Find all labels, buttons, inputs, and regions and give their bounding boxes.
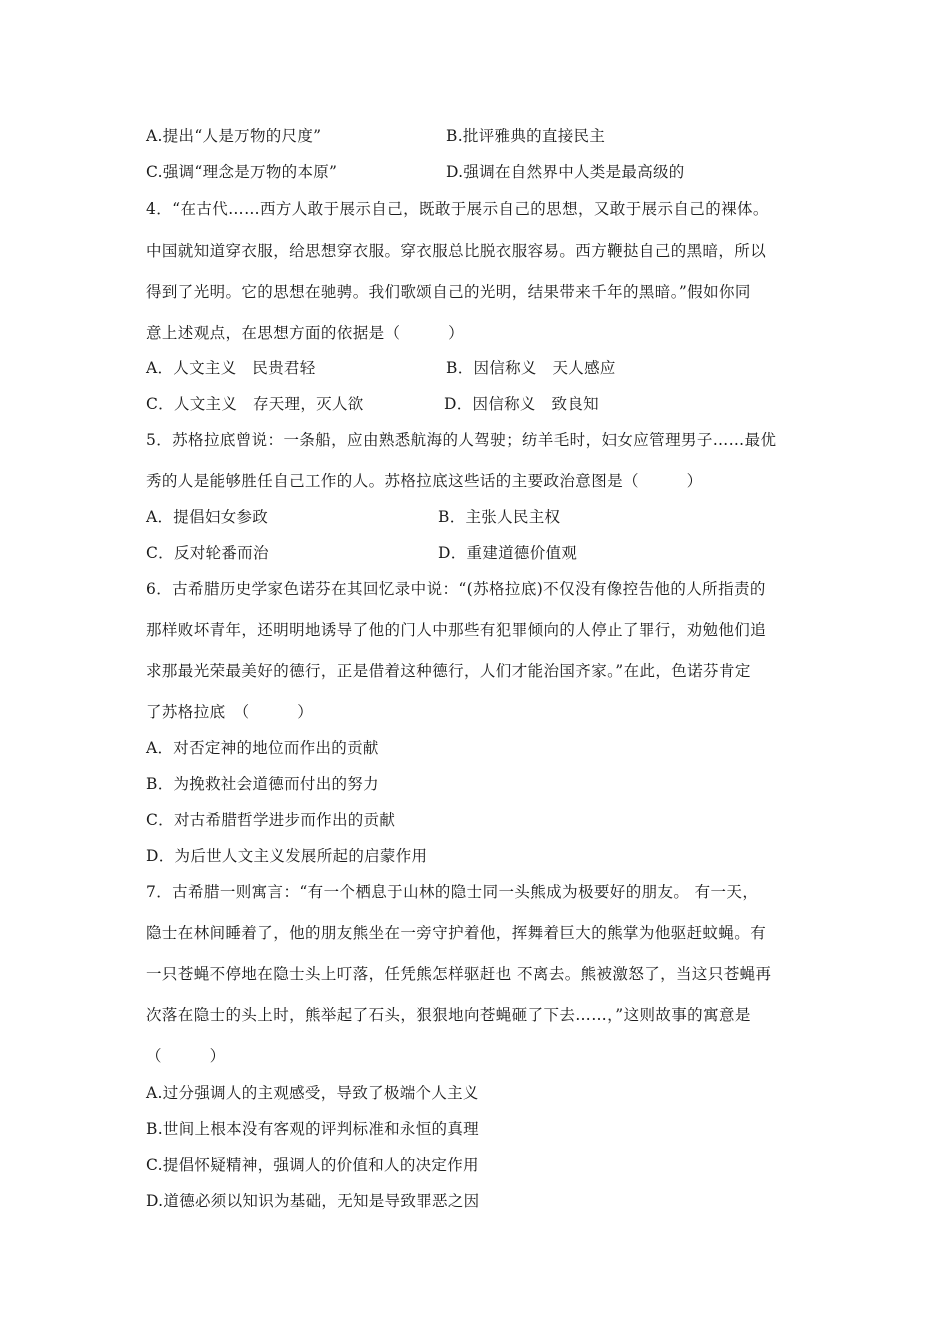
q6-stem-line: 那样败坏青年，还明明地诱导了他的门人中那些有犯罪倾向的人停止了罪行，劝勉他们追 xyxy=(146,621,767,639)
q7-option-d: D.道德必须以知识为基础，无知是导致罪恶之因 xyxy=(146,1192,480,1210)
q4-stem-line: 得到了光明。它的思想在驰骋。我们歌颂自己的光明，结果带来千年的黑暗。”假如你同 xyxy=(146,283,751,301)
q7-stem-line: 7．古希腊一则寓言：“有一个栖息于山林的隐士同一头熊成为极要好的朋友。 有一天， xyxy=(146,883,759,901)
q5-option-a: A．提倡妇女参政 xyxy=(146,508,269,526)
q7-option-a: A.过分强调人的主观感受，导致了极端个人主义 xyxy=(146,1084,479,1102)
q3-option-c: C.强调“理念是万物的本原” xyxy=(146,163,338,181)
q7-stem-line: 次落在隐士的头上时，熊举起了石头，狠狠地向苍蝇砸了下去……，”这则故事的寓意是 xyxy=(146,1006,751,1024)
q3-option-a: A.提出“人是万物的尺度” xyxy=(146,127,322,145)
q7-stem-line: （ ） xyxy=(146,1047,226,1065)
q7-option-c: C.提倡怀疑精神，强调人的价值和人的决定作用 xyxy=(146,1156,479,1174)
q4-option-d: D．因信称义 致良知 xyxy=(444,395,599,413)
q4-stem-line: 意上述观点，在思想方面的依据是（ ） xyxy=(146,324,465,342)
q4-option-b: B．因信称义 天人感应 xyxy=(446,359,616,377)
q5-stem-line: 5．苏格拉底曾说：一条船，应由熟悉航海的人驾驶；纺羊毛时，妇女应管理男子……最优 xyxy=(146,431,777,449)
q6-option-d: D．为后世人文主义发展所起的启蒙作用 xyxy=(146,847,428,865)
q3-option-b: B.批评雅典的直接民主 xyxy=(446,127,606,145)
q5-option-b: B．主张人民主权 xyxy=(438,508,561,526)
q7-stem-line: 一只苍蝇不停地在隐士头上叮落，任凭熊怎样驱赶也 不离去。熊被激怒了，当这只苍蝇再 xyxy=(146,965,772,983)
q7-stem-line: 隐士在林间睡着了，他的朋友熊坐在一旁守护着他，挥舞着巨大的熊掌为他驱赶蚊蝇。有 xyxy=(146,924,767,942)
q6-option-a: A．对否定神的地位而作出的贡献 xyxy=(146,739,379,757)
q5-option-d: D．重建道德价值观 xyxy=(438,544,578,562)
q5-option-c: C．反对轮番而治 xyxy=(146,544,269,562)
q6-stem-line: 求那最光荣最美好的德行，正是借着这种德行，人们才能治国齐家。”在此，色诺芬肯定 xyxy=(146,662,751,680)
q4-stem-line: 4．“在古代……西方人敢于展示自己，既敢于展示自己的思想，又敢于展示自己的裸体。 xyxy=(146,200,769,218)
q5-stem-line: 秀的人是能够胜任自己工作的人。苏格拉底这些话的主要政治意图是（ ） xyxy=(146,472,703,490)
q6-option-c: C．对古希腊哲学进步而作出的贡献 xyxy=(146,811,396,829)
q3-option-d: D.强调在自然界中人类是最高级的 xyxy=(446,163,685,181)
q6-stem-line: 了苏格拉底 （ ） xyxy=(146,703,314,721)
q7-option-b: B.世间上根本没有客观的评判标准和永恒的真理 xyxy=(146,1120,479,1138)
q4-option-a: A．人文主义 民贵君轻 xyxy=(146,359,316,377)
q6-stem-line: 6．古希腊历史学家色诺芬在其回忆录中说：“(苏格拉底)不仅没有像控告他的人所指责的 xyxy=(146,580,766,598)
q6-option-b: B．为挽救社会道德而付出的努力 xyxy=(146,775,379,793)
q4-stem-line: 中国就知道穿衣服，给思想穿衣服。穿衣服总比脱衣服容易。西方鞭挞自己的黑暗，所以 xyxy=(146,242,767,260)
q4-option-c: C．人文主义 存天理，灭人欲 xyxy=(146,395,364,413)
